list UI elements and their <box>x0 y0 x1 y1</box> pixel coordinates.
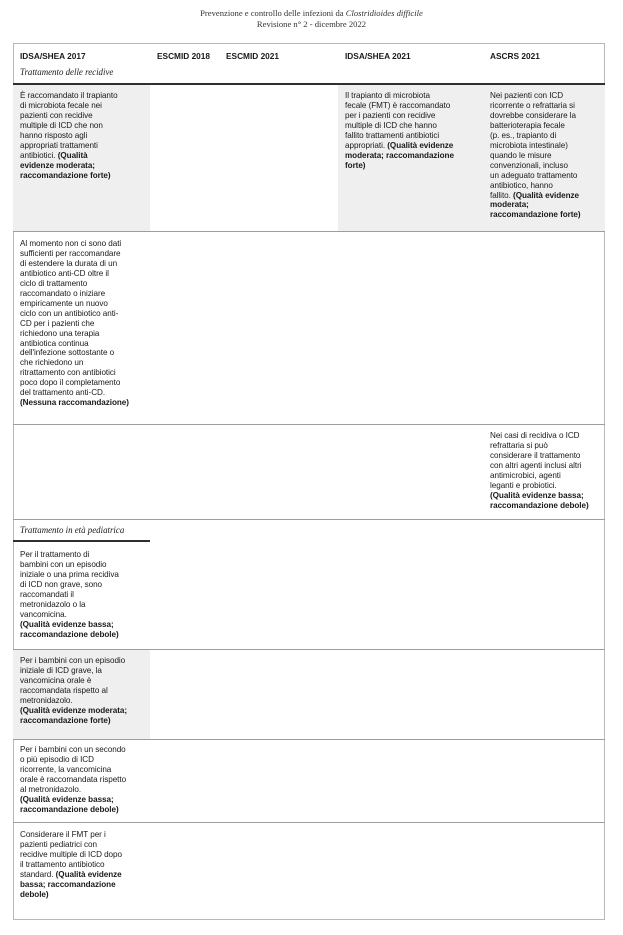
evidence-grade: (Qualità evidenze moderata; raccomandazione forte) <box>490 190 581 220</box>
cell-r1-ascrs: Nei pazienti con ICD ricorrente o refrattaria si dovrebbe considerare la batterioterapia fecale (p. es., trapianto di microbiota intestinale) quando le misure convenzionali, incluso un adeguato trattamento antibiotico, hanno fallito. (Qualità evidenze moderata; raccomandazione forte) <box>490 91 581 220</box>
col-header-escmid2021: ESCMID 2021 <box>226 51 280 61</box>
row-divider <box>13 822 605 823</box>
header-title: Prevenzione e controllo delle infezioni da Clostridioides difficile <box>200 8 423 18</box>
evidence-grade: (Qualità evidenze moderata; raccomandazione forte) <box>345 140 454 170</box>
header-revision: Revisione n° 2 - dicembre 2022 <box>256 18 367 29</box>
col-header-idsa2017: IDSA/SHEA 2017 <box>20 51 86 61</box>
cell-r3-ascrs: Nei casi di recidiva o ICD refrattaria si può considerare il trattamento con altri agenti inclusi altri antimicrobici, agenti leganti e probiotici. (Qualità evidenze bassa; raccomandazione debole) <box>490 431 589 510</box>
row-divider <box>13 649 605 650</box>
col-header-idsa2021: IDSA/SHEA 2021 <box>345 51 411 61</box>
evidence-grade: (Nessuna raccomandazione) <box>20 398 129 408</box>
cell-p1: Per il trattamento di bambini con un episodio iniziale o una prima recidiva di ICD non grave, sono raccomandati il metronidazolo o la vancomicina. (Qualità evidenze bassa; raccomandazione debole) <box>20 550 119 639</box>
col-header-ascrs2021: ASCRS 2021 <box>490 51 540 61</box>
evidence-grade: (Qualità evidenze bassa; raccomandazione debole) <box>20 794 119 814</box>
section-rule-pediatrico <box>13 540 150 542</box>
cell-r2-idsa2017: Al momento non ci sono dati sufficienti per raccomandare di estendere la durata di un antibiotico anti-CD oltre il ciclo di trattamento raccomandato o iniziare empiricamente un nuovo ciclo con un antibiotico anti- CD per i pazienti che richiedono una terapia antibiotica continua dell'infezione sottostante o che richiedono un ritrattamento con antibiotici poco dopo il completamento del trattamento anti-CD. (Nessuna raccomandazione) <box>20 239 129 408</box>
row-divider <box>13 231 605 232</box>
cell-r1-idsa2017: È raccomandato il trapianto di microbiota fecale nei pazienti con recidive multiple di ICD che non hanno risposto agli appropriati trattamenti antibiotici. (Qualità evidenze moderata; raccomandazione forte) <box>20 91 118 180</box>
row-divider <box>13 424 605 425</box>
cell-p3: Per i bambini con un secondo o più episodio di ICD ricorrente, la vancomicina orale è raccomandata rispetto al metronidazolo. (Qualità evidenze bassa; raccomandazione debole) <box>20 745 127 814</box>
evidence-grade: (Qualità evidenze moderata; raccomandazione forte) <box>20 705 128 725</box>
cell-p2: Per i bambini con un episodio iniziale di ICD grave, la vancomicina orale è raccomandata rispetto al metronidazolo. (Qualità evidenze moderata; raccomandazione forte) <box>20 656 128 725</box>
document-header <box>0 8 623 29</box>
header-title-italic: Clostridioides difficile <box>345 8 423 18</box>
cell-p4: Considerare il FMT per i pazienti pediatrici con recidive multiple di ICD dopo il trattamento antibiotico standard. (Qualità evidenze bassa; raccomandazione debole) <box>20 830 122 899</box>
evidence-grade: (Qualità evidenze bassa; raccomandazione debole) <box>20 869 122 899</box>
evidence-grade: (Qualità evidenze moderata; raccomandazione forte) <box>20 150 111 180</box>
evidence-grade: (Qualità evidenze bassa; raccomandazione debole) <box>490 490 589 510</box>
evidence-grade: (Qualità evidenze bassa; raccomandazione debole) <box>20 619 119 639</box>
section-rule-recidive <box>13 83 605 85</box>
cell-r1-idsa2021: Il trapianto di microbiota fecale (FMT) è raccomandato per i pazienti con recidive multiple di ICD che hanno fallito trattamenti antibiotici appropriati. (Qualità evidenze moderata; raccomandazione forte) <box>345 91 454 170</box>
row-divider <box>13 739 605 740</box>
row-divider <box>13 519 605 520</box>
section-title-pediatrico: Trattamento in età pediatrica <box>20 525 125 535</box>
section-title-recidive: Trattamento delle recidive <box>20 67 114 77</box>
col-header-escmid2018: ESCMID 2018 <box>157 51 211 61</box>
